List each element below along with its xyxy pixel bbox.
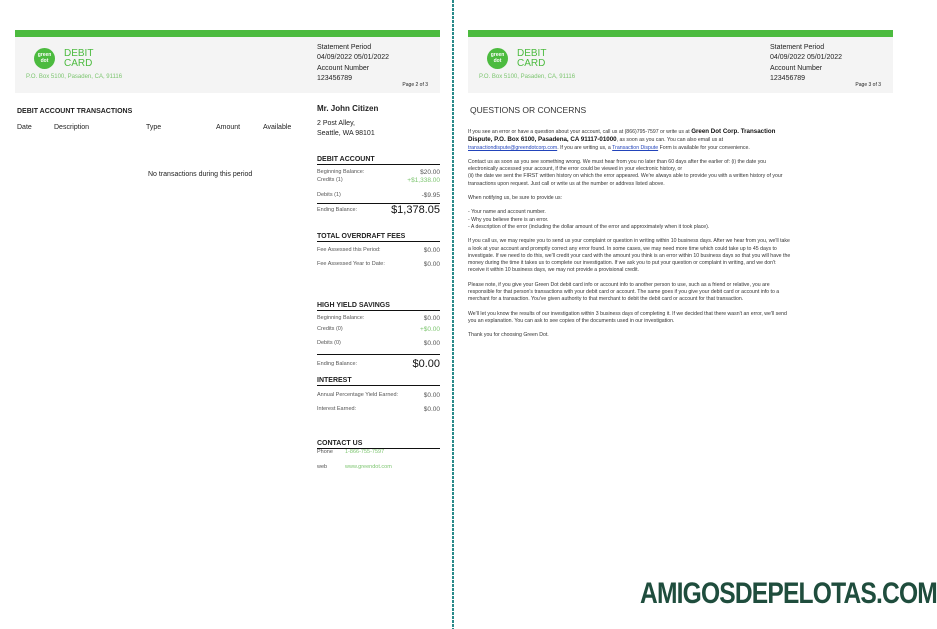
label: Ending Balance:: [317, 207, 358, 213]
label: web: [317, 464, 328, 470]
green-header-bar: [468, 30, 893, 37]
interest-section: [317, 377, 440, 417]
statement-header: [468, 37, 893, 93]
statement-info: [317, 43, 389, 83]
ending-row: [317, 203, 440, 217]
text: . If you are writing us, a: [557, 144, 613, 151]
questions-title: QUESTIONS OR CONCERNS: [470, 105, 587, 115]
col-available: Available: [263, 124, 292, 131]
statement-period: 04/09/2022 05/01/2022: [770, 53, 843, 61]
web-link[interactable]: www.greendot.com: [345, 464, 392, 470]
paragraph-note: Please note, if you give your Green Dot debit card info or account info to another person to use, such as a friend or relative, you are responsible for that person's transactions with your debit card or account. The same goes if you give your debit card or account info to a merchant for a transaction. You've given authority to that merchant to debit the debit card or account for that transaction.: [468, 281, 780, 303]
paragraph-call: If you call us, we may require you to send us your complaint or question in writing within 10 business days. After we hear from you, we'll take a look at your account and promptly correct any error found. In some cases, we may need more time which could take up to 45 days to investigate. If we need to do this, we'll credit your card with the amount you think is an error within 10 business days so that you will have the money during the time it takes us to complete our investigation. If we ask you to put your question or complaint in writing, and we don't receive it within 10 business days, we may not provide a provisional credit.: [468, 238, 791, 274]
label: Ending Balance:: [317, 361, 358, 367]
ytd-row: [317, 261, 440, 272]
label: Credits (0): [317, 326, 343, 332]
customer-address1: 2 Post Alley,: [317, 120, 356, 127]
customer-address2: Seattle, WA 98101: [317, 130, 375, 137]
value: +$0.00: [419, 326, 440, 333]
statement-period-label: Statement Period: [317, 44, 372, 51]
label: Annual Percentage Yield Earned:: [317, 392, 399, 398]
contact-section: [317, 440, 440, 475]
col-description: Description: [54, 124, 90, 131]
bullet-list: [468, 209, 793, 231]
dispute-form-link[interactable]: Transaction Dispute: [612, 144, 659, 151]
debits-row: [317, 340, 440, 354]
label: Debits (1): [317, 192, 341, 198]
brand-line2: CARD: [517, 58, 546, 69]
paragraph-contact: [468, 128, 793, 152]
statement-page-2: [15, 30, 440, 600]
overdraft-section: [317, 233, 440, 272]
label: Debits (0): [317, 340, 341, 346]
ending-row: [317, 354, 440, 371]
label: Fee Assessed this Period:: [317, 247, 381, 253]
credits-row: [317, 177, 440, 188]
value: $0.00: [412, 358, 440, 370]
paragraph-results: We'll let you know the results of our investigation within 3 business days of completing it. If we decided that there wasn't an error, we'll send you an explanation. You can ask to see copies of the documents used in our investigation.: [468, 310, 787, 324]
watermark: AMIGOSDEPELOTAS.COM: [640, 577, 937, 610]
text: (ii) the date we sent the FIRST written history on which the error appeared. We're always able to provide you with a written history of your transactions upon request. Just call or write us at the number or address listed above.: [468, 173, 783, 187]
brand-line1: DEBIT: [64, 48, 94, 59]
green-dot-logo-icon: green dot: [487, 48, 508, 69]
email-link[interactable]: transactiondispute@greendotcorp.com: [468, 144, 558, 151]
page-divider: [452, 0, 454, 629]
text: If you see an error or have a question about your account, call us at (866)795-7597 or write us at: [468, 129, 692, 135]
phone-row: [317, 449, 440, 464]
value: $20.00: [420, 169, 440, 176]
apy-row: [317, 392, 440, 406]
bullet-item: - Why you believe there is an error.: [468, 216, 549, 223]
bullet-item: - A description of the error (including the dollar amount of the error and approximately when it took place).: [468, 223, 710, 230]
value: -$9.95: [421, 192, 440, 199]
brand-line1: DEBIT: [517, 48, 547, 59]
credits-row: [317, 326, 440, 340]
brand-title: [64, 49, 93, 69]
paragraph-timing: [468, 159, 793, 188]
label: Credits (1): [317, 177, 343, 183]
debits-row: [317, 192, 440, 203]
paragraph-notify: When notifying us, be sure to provide us:: [468, 195, 563, 202]
green-header-bar: [15, 30, 440, 37]
section-title: INTEREST: [317, 377, 440, 386]
value: $0.00: [423, 392, 440, 399]
debit-account-section: [317, 156, 440, 217]
account-number: 123456789: [317, 74, 353, 82]
account-number-label: Account Number: [770, 65, 823, 72]
empty-message: No transactions during this period: [148, 171, 253, 178]
green-dot-logo-icon: green dot: [34, 48, 55, 69]
section-title: HIGH YIELD SAVINGS: [317, 302, 440, 311]
value: $1,378.05: [391, 204, 440, 216]
label: Beginning Balance:: [317, 315, 365, 321]
value: $0.00: [423, 315, 440, 322]
text: Form is available for your convenience.: [658, 144, 750, 151]
value: $0.00: [423, 406, 440, 413]
company-address: P.O. Box 5100, Pasaden, CA, 91116: [479, 74, 576, 80]
brand-title: [517, 49, 546, 69]
statement-period-label: Statement Period: [770, 44, 825, 51]
earned-row: [317, 406, 440, 417]
brand-line2: CARD: [64, 58, 93, 69]
questions-body: [468, 128, 793, 347]
value: $0.00: [423, 247, 440, 254]
phone-link[interactable]: 1-866-755-7597: [345, 449, 385, 455]
bullet-item: - Your name and account number.: [468, 209, 546, 216]
web-row: [317, 464, 440, 475]
text: , as soon as you can. You can also email us at: [616, 137, 724, 144]
page-number: Page 3 of 3: [855, 82, 881, 88]
savings-section: [317, 302, 440, 371]
company-address: P.O. Box 5100, Pasaden, CA, 91116: [26, 74, 123, 80]
col-amount: Amount: [216, 124, 241, 131]
customer-name: Mr. John Citizen: [317, 104, 379, 113]
col-type: Type: [146, 124, 162, 131]
dispute-address: Green Dot Corp. Transaction Dispute, P.O. Box 6100, Pasadena, CA 91117-01000: [468, 128, 776, 144]
text: Contact us as soon as you see something wrong. We must hear from you no later than 60 days after the earlier of: (i) the date you electronically accessed your account, if the error could be viewed in your electronic history, or: [468, 158, 767, 173]
label: Interest Earned:: [317, 406, 357, 412]
account-number: 123456789: [770, 74, 806, 82]
label: Beginning Balance:: [317, 169, 365, 175]
beginning-row: [317, 315, 440, 326]
statement-info: [770, 43, 842, 83]
statement-page-3: [468, 30, 893, 600]
col-date: Date: [17, 124, 32, 131]
account-number-label: Account Number: [317, 65, 370, 72]
value: +$1,338.00: [407, 177, 440, 184]
label: Fee Assessed Year to Date:: [317, 261, 385, 267]
section-title: DEBIT ACCOUNT: [317, 156, 440, 165]
label: Phone: [317, 449, 333, 455]
paragraph-thanks: Thank you for choosing Green Dot.: [468, 332, 549, 339]
value: $0.00: [423, 340, 440, 347]
period-row: [317, 247, 440, 261]
statement-period: 04/09/2022 05/01/2022: [317, 53, 390, 61]
section-title: TOTAL OVERDRAFT FEES: [317, 233, 440, 242]
page-number: Page 2 of 3: [402, 82, 428, 88]
statement-header: [15, 37, 440, 93]
section-title: CONTACT US: [317, 440, 440, 449]
transactions-title: DEBIT ACCOUNT TRANSACTIONS: [17, 108, 133, 115]
value: $0.00: [423, 261, 440, 268]
